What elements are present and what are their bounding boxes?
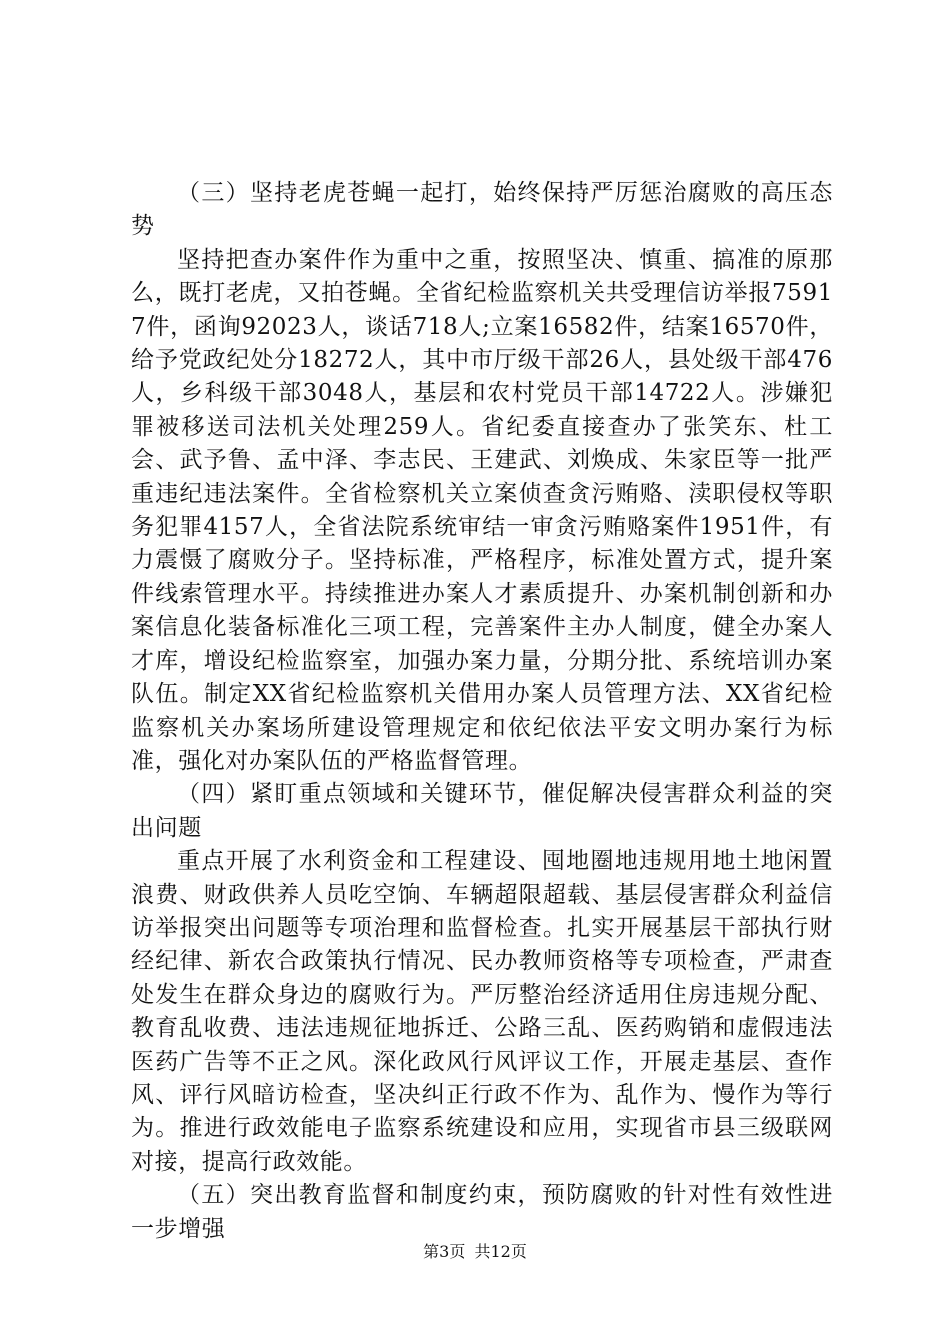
page-footer [0,1242,950,1262]
section-heading-3: （三）坚持老虎苍蝇一起打，始终保持严厉惩治腐败的高压态势 [131,180,833,240]
section-body-3: 坚持把查办案件作为重中之重，按照坚决、慎重、搞准的原那么，既打老虎，又拍苍蝇。全省纪检监察机关共受理信访举报75917件，函询92023人，谈话718人;立案16582件，结案16570件，给予党政纪处分18272人，其中市厅级干部26人，县处级干部476人，乡科级干部3048人，基层和农村党员干部14722人。涉嫌犯罪被移送司法机关处理259人。省纪委直接查办了张笑东、杜工会、武予鲁、孟中泽、李志民、王建武、刘焕成、朱家臣等一批严重违纪违法案件。全省检察机关立案侦查贪污贿赂、渎职侵权等职务犯罪4157人，全省法院系统审结一审贪污贿赂案件1951件，有力震慑了腐败分子。坚持标准，严格程序，标准处置方式，提升案件线索管理水平。持续推进办案人才素质提升、办案机制创新和办案信息化装备标准化三项工程，完善案件主办人制度，健全办案人才库，增设纪检监察室，加强办案力量，分期分批、系统培训办案队伍。制定XX省纪检监察机关借用办案人员管理方法、XX省纪检监察机关办案场所建设管理规定和依纪依法平安文明办案行为标准，强化对办案队伍的严格监督管理。 [131,246,833,774]
section-heading-5: （五）突出教育监督和制度约束，预防腐败的针对性有效性进一步增强 [131,1182,833,1242]
page-total: 共12页 [474,1242,527,1261]
section-heading-4: （四）紧盯重点领域和关键环节，催促解决侵害群众利益的突出问题 [131,781,833,841]
page-number: 第3页 [423,1242,466,1261]
section-body-4: 重点开展了水利资金和工程建设、囤地圈地违规用地土地闲置浪费、财政供养人员吃空饷、车辆超限超载、基层侵害群众利益信访举报突出问题等专项治理和监督检查。扎实开展基层干部执行财经纪律、新农合政策执行情况、民办教师资格等专项检查，严肃查处发生在群众身边的腐败行为。严厉整治经济适用住房违规分配、教育乱收费、违法违规征地拆迁、公路三乱、医药购销和虚假违法医药广告等不正之风。深化政风行风评议工作，开展走基层、查作风、评行风暗访检查，坚决纠正行政不作为、乱作为、慢作为等行为。推进行政效能电子监察系统建设和应用，实现省市县三级联网对接，提高行政效能。 [131,848,833,1175]
document-body [131,177,833,1246]
